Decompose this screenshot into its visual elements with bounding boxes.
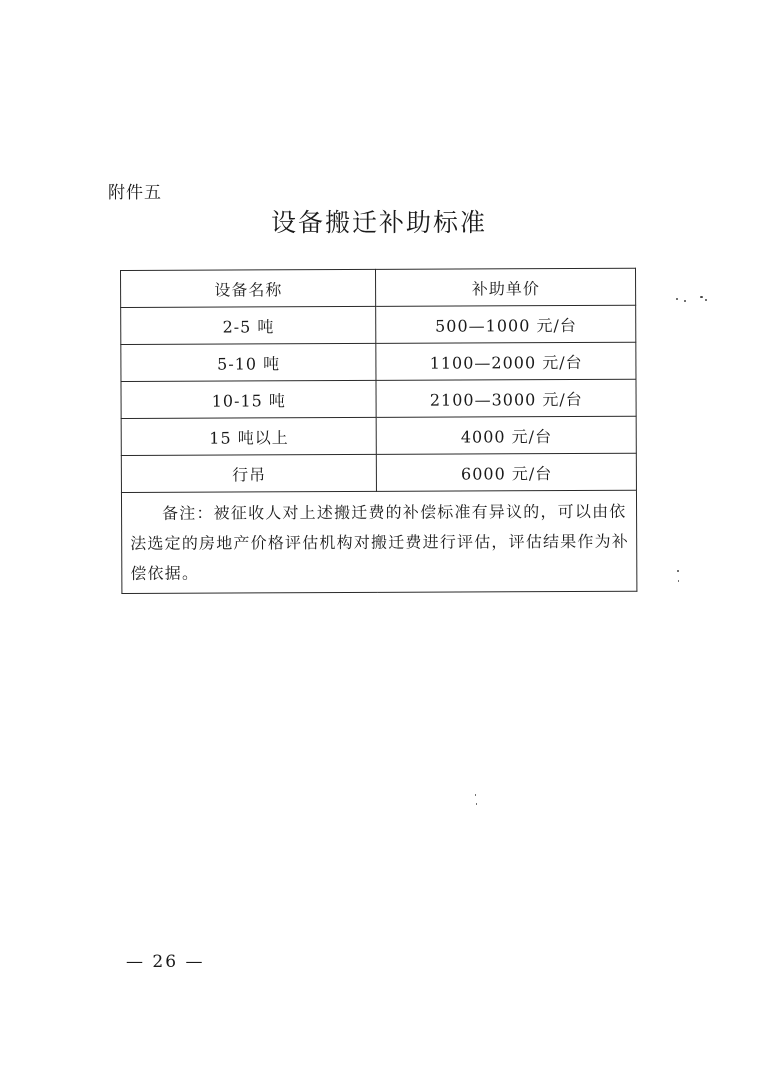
table-header-row: [121, 268, 636, 307]
equipment-name-cell: 5-10 吨: [121, 343, 377, 381]
equipment-name-cell: 10-15 吨: [121, 380, 377, 418]
scan-speck: [475, 794, 476, 796]
table-row: [121, 379, 636, 418]
document-title: 设备搬迁补助标准: [270, 208, 487, 237]
subsidy-price-cell: 6000 元/台: [377, 453, 637, 491]
table-note: 备注：被征收人对上述搬迁费的补偿标准有异议的，可以由依法选定的房地产价格评估机构对搬迁费进行评估，评估结果作为补偿依据。: [121, 490, 636, 593]
scan-speck: [677, 570, 679, 572]
subsidy-table-container: [120, 268, 637, 594]
subsidy-table: [120, 268, 637, 594]
scan-speck: [678, 580, 679, 582]
table-row: [121, 416, 636, 455]
equipment-name-cell: 行吊: [121, 454, 377, 492]
header-equipment-name: 设备名称: [121, 269, 377, 307]
subsidy-price-cell: 1100—2000 元/台: [376, 342, 636, 380]
equipment-name-cell: 2-5 吨: [121, 306, 377, 344]
scan-speck: [676, 298, 678, 300]
subsidy-price-cell: 4000 元/台: [377, 416, 637, 454]
scan-speck: [700, 296, 703, 298]
subsidy-price-cell: 2100—3000 元/台: [376, 379, 636, 417]
scan-speck: [476, 803, 477, 805]
table-note-row: [121, 490, 636, 593]
scan-speck: [705, 299, 707, 301]
subsidy-price-cell: 500—1000 元/台: [376, 305, 636, 343]
attachment-label: 附件五: [108, 183, 162, 203]
table-row: [121, 305, 636, 344]
table-row: [121, 342, 636, 381]
page-number: — 26 —: [126, 952, 205, 972]
equipment-name-cell: 15 吨以上: [121, 417, 377, 455]
scan-speck: [684, 300, 686, 302]
header-subsidy-price: 补助单价: [376, 268, 636, 306]
table-row: [121, 453, 636, 492]
